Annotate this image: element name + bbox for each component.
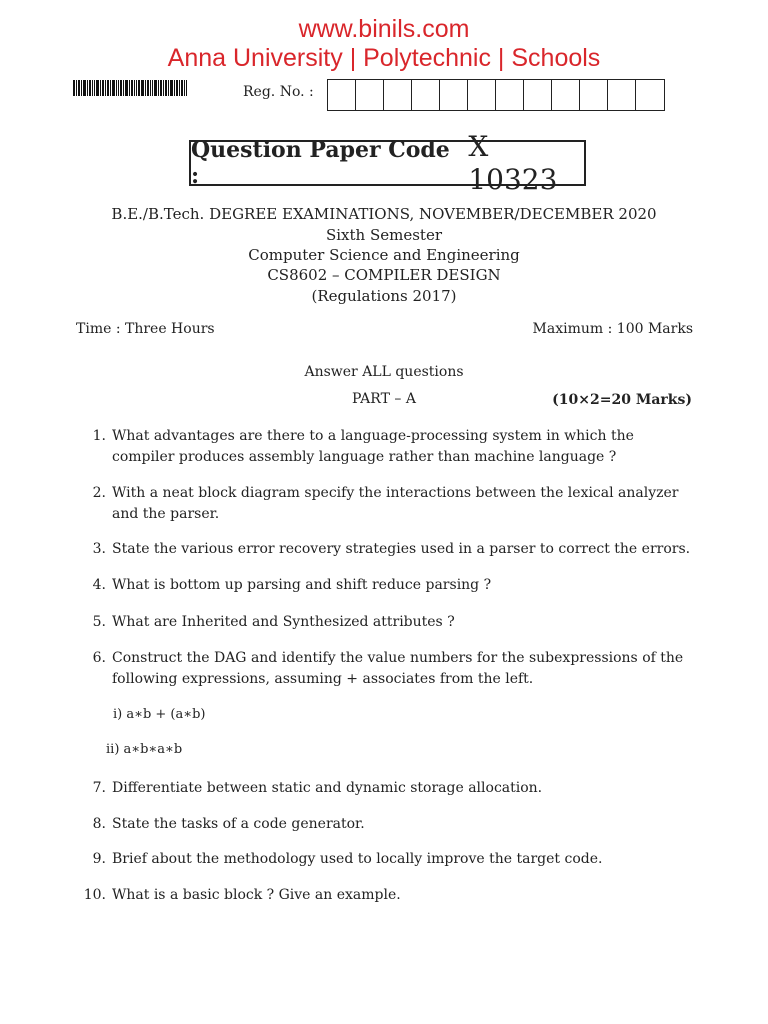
regulations: (Regulations 2017) (311, 287, 457, 305)
question-number: 9. (92, 851, 106, 867)
question-text: Construct the DAG and identify the value numbers for the subexpressions of the following expressions, assuming + associates from the left. (112, 650, 684, 687)
reg-no-box[interactable] (384, 80, 412, 110)
question-text: Differentiate between static and dynamic storage allocation. (112, 780, 543, 796)
reg-no-box[interactable] (468, 80, 496, 110)
department: Computer Science and Engineering (248, 246, 520, 264)
reg-no-box[interactable] (636, 80, 664, 110)
part-heading: PART – A (352, 391, 416, 407)
question-item (76, 648, 696, 690)
reg-no-boxes[interactable] (327, 79, 665, 111)
question-paper-code-label: Question Paper Code : (191, 137, 450, 189)
question-number: 6. (92, 650, 106, 666)
instruction: Answer ALL questions (304, 364, 464, 380)
subpart-ii: ii) a∗b∗a∗b (106, 742, 183, 757)
question-number: 3. (92, 541, 106, 557)
question-item (76, 885, 696, 906)
question-text: What is a basic block ? Give an example. (112, 887, 401, 903)
question-text: Brief about the methodology used to locally improve the target code. (112, 851, 603, 867)
reg-no-box[interactable] (412, 80, 440, 110)
question-text: What is bottom up parsing and shift reduce parsing ? (112, 577, 492, 593)
reg-no-box[interactable] (552, 80, 580, 110)
subpart-i: i) a∗b + (a∗b) (113, 707, 206, 722)
question-number: 4. (92, 577, 106, 593)
question-number: 5. (92, 614, 106, 630)
question-item (76, 612, 696, 633)
reg-no-box[interactable] (580, 80, 608, 110)
reg-no-box[interactable] (608, 80, 636, 110)
part-marks: (10×2=20 Marks) (552, 392, 692, 408)
question-number: 1. (92, 428, 106, 444)
reg-no-box[interactable] (356, 80, 384, 110)
question-item (76, 575, 696, 596)
question-item (76, 814, 696, 835)
question-text: State the various error recovery strategies used in a parser to correct the errors. (112, 541, 691, 557)
reg-no-box[interactable] (496, 80, 524, 110)
max-marks-label: Maximum : 100 Marks (532, 321, 693, 337)
question-paper-code-box (189, 130, 586, 196)
time-label: Time : Three Hours (76, 321, 215, 337)
question-number: 10. (83, 887, 106, 903)
question-item (76, 426, 696, 468)
question-number: 7. (92, 780, 106, 796)
reg-no-box[interactable] (440, 80, 468, 110)
question-item (76, 483, 696, 525)
question-number: 2. (92, 485, 106, 501)
question-paper-code-value: X 10323 (468, 130, 558, 196)
reg-no-box[interactable] (328, 80, 356, 110)
site-url: www.binils.com (298, 15, 470, 43)
reg-no-label: Reg. No. : (243, 84, 314, 100)
semester: Sixth Semester (325, 226, 442, 244)
question-item (76, 849, 696, 870)
reg-no-box[interactable] (524, 80, 552, 110)
barcode-image (73, 80, 187, 96)
question-text: What are Inherited and Synthesized attributes ? (112, 614, 455, 630)
question-item (76, 539, 696, 560)
exam-title: B.E./B.Tech. DEGREE EXAMINATIONS, NOVEMBER/DECEMBER 2020 (111, 205, 657, 223)
question-text: With a neat block diagram specify the interactions between the lexical analyzer and the parser. (112, 485, 679, 522)
question-text: State the tasks of a code generator. (112, 816, 365, 832)
question-text: What advantages are there to a language-processing system in which the compiler produces assembly language rather than machine language ? (112, 428, 634, 465)
question-item (76, 778, 696, 799)
subject: CS8602 – COMPILER DESIGN (267, 266, 501, 284)
question-number: 8. (92, 816, 106, 832)
site-tagline: Anna University | Polytechnic | Schools (167, 44, 601, 72)
